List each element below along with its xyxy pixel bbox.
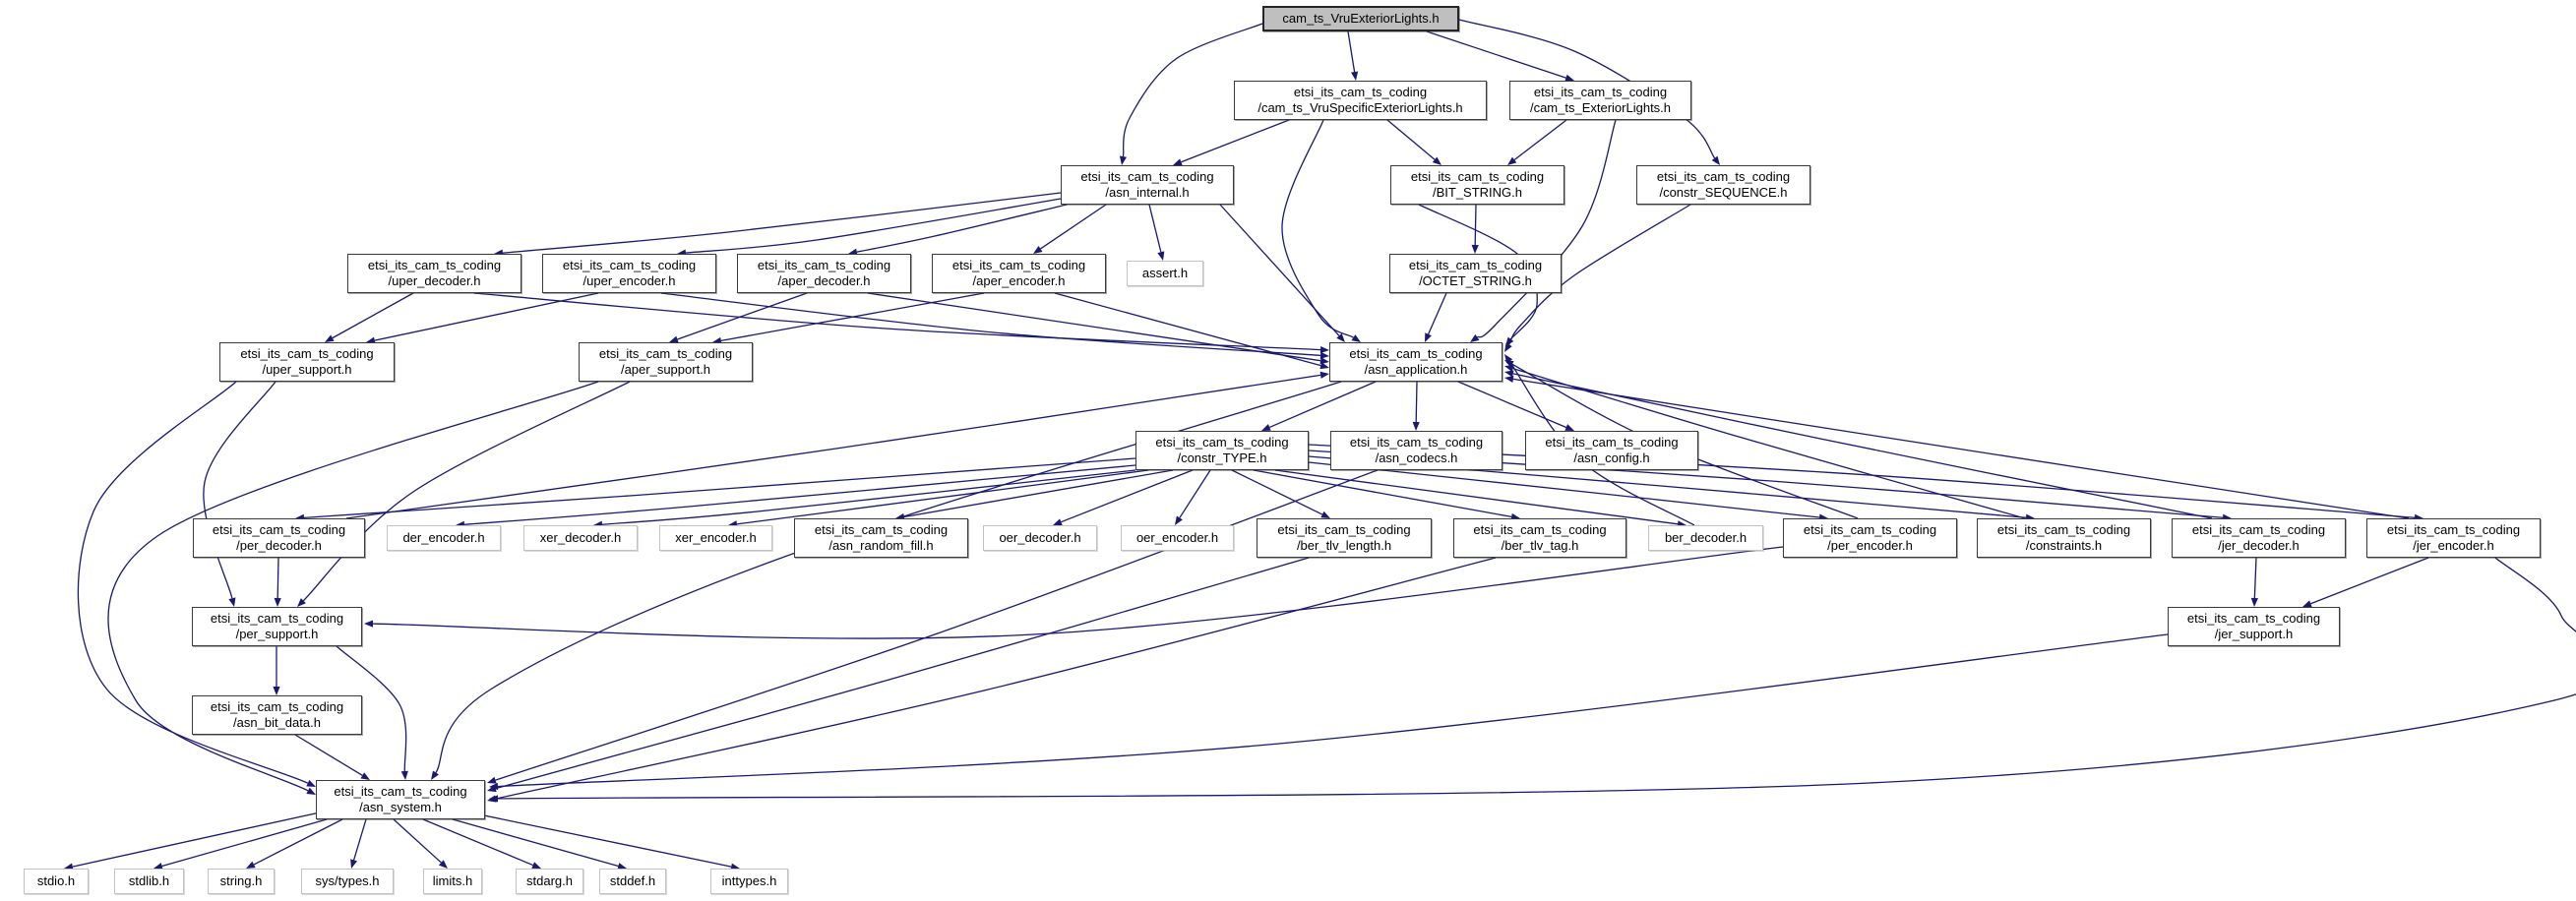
node-label-line: /ber_tlv_length.h	[1296, 538, 1392, 553]
edge-aper_decoder-aper_support	[677, 293, 807, 339]
arrowhead-vru_exterior-vru_specific	[1351, 72, 1358, 81]
node-per_decoder[interactable]	[193, 518, 365, 558]
node-limits_h	[423, 869, 482, 894]
node-constraints_h[interactable]	[1977, 518, 2151, 558]
arrowhead-aper_support-asn_system	[306, 788, 316, 795]
edge-uper_support-per_support	[204, 382, 276, 598]
arrowhead-bit_string-octet_string	[1472, 245, 1479, 254]
arrowhead-asn_application-asn_codecs	[1413, 422, 1420, 431]
node-label-line: assert.h	[1141, 266, 1189, 280]
node-per_support[interactable]	[192, 607, 362, 646]
node-label-line: etsi_its_cam_ts_coding	[1080, 169, 1214, 184]
node-aper_support[interactable]	[579, 342, 753, 382]
arrowhead-aper_decoder-asn_application	[1320, 357, 1329, 364]
node-label-line: /constr_TYPE.h	[1177, 450, 1267, 465]
node-asn_random_fill[interactable]	[794, 518, 968, 558]
node-asn_codecs[interactable]	[1330, 431, 1503, 470]
node-label-line: /jer_decoder.h	[2218, 538, 2300, 553]
node-label-line: etsi_its_cam_ts_coding	[1155, 435, 1289, 450]
node-label-line: /uper_decoder.h	[388, 273, 481, 288]
node-exterior[interactable]	[1509, 81, 1691, 120]
node-label-line: oer_decoder.h	[999, 530, 1081, 545]
node-label-line: etsi_its_cam_ts_coding	[1656, 169, 1791, 184]
node-label-line: stdio.h	[36, 873, 76, 888]
arrowhead-asn_system-stdarg_h	[531, 862, 541, 869]
node-constr_type[interactable]	[1135, 431, 1309, 470]
node-assert_h	[1127, 261, 1203, 286]
edge-asn_codecs-asn_system	[496, 470, 1378, 780]
edge-exterior-asn_application	[1477, 120, 1616, 337]
node-label-line: limits.h	[432, 873, 473, 888]
node-asn_application[interactable]	[1329, 342, 1503, 382]
edge-asn_internal-aper_encoder	[1040, 205, 1106, 249]
node-label-line: /asn_codecs.h	[1375, 450, 1458, 465]
edge-bit_string-octet_string	[1475, 205, 1476, 245]
node-label-line: etsi_its_cam_ts_coding	[1803, 522, 1937, 537]
arrowhead-exterior-bit_string	[1507, 157, 1516, 165]
edge-asn_internal-uper_encoder	[686, 199, 1061, 253]
arrowhead-uper_support-per_support	[228, 597, 235, 607]
arrowhead-uper_support-asn_system	[306, 780, 316, 787]
node-ber_tlv_length[interactable]	[1257, 518, 1432, 558]
edge-jer_decoder-jer_support	[2254, 558, 2256, 598]
arrowhead-ber_tlv_tag-asn_system	[487, 796, 497, 803]
node-uper_support[interactable]	[219, 342, 395, 382]
node-label-line: /asn_config.h	[1573, 450, 1650, 465]
edge-vru_exterior-vru_specific	[1348, 31, 1355, 72]
edge-uper_encoder-uper_support	[375, 293, 598, 340]
arrowhead-vru_specific-asn_application	[1351, 334, 1361, 342]
node-aper_decoder[interactable]	[737, 254, 911, 293]
edge-aper_support-per_support	[303, 382, 630, 601]
node-label-line: der_encoder.h	[402, 530, 485, 545]
node-label-line: /uper_support.h	[262, 362, 352, 377]
node-label-line: /cam_ts_VruSpecificExteriorLights.h	[1257, 100, 1463, 115]
edge-ber_tlv_tag-asn_system	[496, 558, 1496, 799]
node-label-line: /OCTET_STRING.h	[1419, 273, 1532, 288]
node-label-line: xer_encoder.h	[675, 530, 757, 545]
arrowhead-asn_internal-aper_encoder	[1033, 246, 1042, 254]
node-sys_types_h	[301, 869, 394, 894]
edge-asn_system-string_h	[254, 819, 342, 865]
edge-octet_string-asn_application	[1429, 293, 1446, 334]
edge-asn_internal-assert_h	[1149, 205, 1161, 252]
node-label-line: /ber_tlv_tag.h	[1501, 538, 1579, 553]
node-constr_sequence[interactable]	[1636, 165, 1810, 205]
edge-per_decoder-per_support	[277, 558, 278, 598]
edge-exterior-bit_string	[1514, 120, 1566, 160]
arrowhead-constr_type-ber_tlv_length	[1320, 511, 1330, 518]
arrowhead-vru_exterior-asn_internal	[1120, 156, 1127, 165]
arrowhead-per_decoder-per_support	[275, 598, 281, 607]
arrowhead-asn_application-asn_system	[431, 771, 439, 780]
arrowhead-asn_system-sys_types_h	[350, 859, 357, 869]
node-label-line: etsi_its_cam_ts_coding	[1533, 85, 1668, 99]
node-label-line: stddef.h	[609, 873, 656, 888]
node-label-line: /aper_support.h	[620, 362, 711, 377]
arrowhead-uper_decoder-uper_support	[325, 334, 335, 342]
edge-vru_specific-asn_internal	[1181, 120, 1289, 162]
node-label-line: /per_decoder.h	[236, 538, 322, 553]
edge-vru_specific-bit_string	[1387, 120, 1435, 159]
edge-constr_type-ber_tlv_tag	[1254, 470, 1511, 516]
node-label-line: stdlib.h	[128, 873, 170, 888]
edge-asn_application-asn_codecs	[1416, 382, 1417, 422]
edge-asn_system-stdio_h	[73, 812, 320, 867]
edge-asn_system-limits_h	[394, 819, 441, 863]
node-label-line: /BIT_STRING.h	[1432, 185, 1523, 200]
node-label-line: etsi_its_cam_ts_coding	[210, 699, 344, 714]
arrowhead-asn_system-string_h	[246, 862, 256, 869]
node-jer_support[interactable]	[2168, 607, 2340, 646]
node-label-line: etsi_its_cam_ts_coding	[1293, 85, 1428, 99]
node-label-line: /asn_random_fill.h	[828, 538, 934, 553]
edge-vru_specific-asn_application	[1282, 120, 1353, 337]
node-bit_string[interactable]	[1390, 165, 1564, 205]
arrowhead-octet_string-asn_application	[1425, 332, 1432, 342]
edge-asn_system-stdlib_h	[162, 819, 327, 867]
node-uper_encoder[interactable]	[542, 254, 716, 293]
node-label-line: /asn_application.h	[1364, 362, 1468, 377]
node-oer_decoder	[983, 525, 1097, 551]
node-label-line: /cam_ts_ExteriorLights.h	[1529, 100, 1672, 115]
node-ber_decoder	[1648, 525, 1763, 551]
arrowhead-per_support-asn_bit_data	[273, 687, 279, 695]
arrowhead-asn_internal-assert_h	[1157, 251, 1164, 261]
node-per_encoder[interactable]	[1783, 518, 1957, 558]
arrowhead-asn_application-asn_config	[1564, 424, 1574, 431]
node-label-line: etsi_its_cam_ts_coding	[2191, 522, 2326, 537]
node-stdio_h	[24, 869, 89, 894]
node-label-line: /per_support.h	[235, 627, 319, 641]
node-label-line: string.h	[219, 873, 263, 888]
arrowhead-per_support-asn_system	[401, 771, 408, 780]
node-asn_config[interactable]	[1525, 431, 1698, 470]
node-label-line: ber_decoder.h	[1664, 530, 1748, 545]
arrowhead-jer_encoder-asn_application	[1504, 376, 1513, 383]
node-label-line: oer_encoder.h	[1135, 530, 1219, 545]
node-label-line: /constr_SEQUENCE.h	[1659, 185, 1788, 200]
node-label-line: /jer_support.h	[2214, 627, 2294, 641]
edge-ber_tlv_length-asn_system	[496, 558, 1309, 789]
node-label-line: etsi_its_cam_ts_coding	[562, 258, 697, 272]
node-label-line: cam_ts_VruExteriorLights.h	[1282, 11, 1440, 26]
node-label-line: /constraints.h	[2025, 538, 2103, 553]
node-label-line: sys/types.h	[315, 873, 380, 888]
node-label-line: etsi_its_cam_ts_coding	[2386, 522, 2521, 537]
node-vru_exterior	[1262, 6, 1459, 31]
node-asn_bit_data[interactable]	[192, 695, 362, 735]
node-asn_internal[interactable]	[1061, 165, 1234, 205]
edge-uper_decoder-uper_support	[333, 293, 413, 338]
node-string_h	[208, 869, 275, 894]
node-uper_decoder[interactable]	[347, 254, 521, 293]
node-xer_decoder	[523, 525, 638, 551]
node-label-line: etsi_its_cam_ts_coding	[240, 346, 374, 361]
node-label-line: etsi_its_cam_ts_coding	[1410, 169, 1545, 184]
node-label-line: /asn_bit_data.h	[233, 715, 321, 730]
arrowhead-constr_sequence-asn_application	[1504, 342, 1512, 352]
arrowhead-per_decoder-asn_application	[1320, 372, 1329, 379]
arrowhead-exterior-asn_application	[1470, 334, 1479, 342]
node-label-line: inttypes.h	[721, 873, 777, 888]
node-label-line: etsi_its_cam_ts_coding	[2186, 611, 2321, 626]
arrowhead-constr_type-oer_encoder	[1175, 515, 1183, 525]
edge-aper_encoder-asn_application	[1055, 293, 1320, 366]
node-label-line: etsi_its_cam_ts_coding	[814, 522, 949, 537]
node-xer_encoder	[659, 525, 772, 551]
node-vru_specific[interactable]	[1234, 81, 1487, 120]
node-label-line: etsi_its_cam_ts_coding	[598, 346, 733, 361]
node-label-line: /per_encoder.h	[1827, 538, 1913, 553]
node-stdarg_h	[516, 869, 583, 894]
edge-jer_encoder-jer_support	[2310, 558, 2428, 604]
node-stddef_h	[599, 869, 666, 894]
node-label-line: /jer_encoder.h	[2413, 538, 2494, 553]
node-octet_string[interactable]	[1389, 254, 1562, 293]
node-label-line: etsi_its_cam_ts_coding	[212, 522, 346, 537]
node-label-line: etsi_its_cam_ts_coding	[1349, 435, 1484, 450]
arrowhead-per_encoder-per_support	[364, 621, 373, 628]
node-ber_tlv_tag[interactable]	[1453, 518, 1626, 558]
node-label-line: /asn_system.h	[359, 800, 442, 814]
node-inttypes_h	[710, 869, 788, 894]
node-jer_decoder[interactable]	[2172, 518, 2346, 558]
edge-asn_application-constr_type	[1269, 382, 1376, 427]
node-label-line: etsi_its_cam_ts_coding	[757, 258, 891, 272]
node-label-line: etsi_its_cam_ts_coding	[1473, 522, 1607, 537]
node-label-line: /aper_decoder.h	[777, 273, 871, 288]
node-label-line: xer_decoder.h	[539, 530, 622, 545]
node-label-line: stdarg.h	[526, 873, 573, 888]
node-label-line: etsi_its_cam_ts_coding	[1349, 346, 1483, 361]
node-asn_system[interactable]	[316, 780, 485, 819]
edge-asn_application-asn_config	[1458, 382, 1566, 427]
edge-asn_internal-asn_application	[1220, 205, 1339, 335]
edge-asn_bit_data-asn_system	[295, 735, 362, 775]
arrowhead-asn_application-constr_type	[1261, 424, 1271, 431]
node-label-line: /aper_encoder.h	[972, 273, 1066, 288]
edge-asn_system-sys_types_h	[354, 819, 366, 860]
arrowhead-vru_exterior-constr_sequence	[1712, 156, 1720, 165]
node-der_encoder	[387, 525, 501, 551]
node-label-line: etsi_its_cam_ts_coding	[1996, 522, 2131, 537]
node-label-line: etsi_its_cam_ts_coding	[210, 611, 344, 626]
arrowhead-asn_codecs-asn_system	[487, 777, 497, 784]
edge-vru_exterior-exterior	[1427, 31, 1565, 78]
node-aper_encoder[interactable]	[932, 254, 1106, 293]
node-oer_encoder	[1121, 525, 1234, 551]
node-jer_encoder[interactable]	[2366, 518, 2541, 558]
node-label-line: etsi_its_cam_ts_coding	[1408, 258, 1543, 272]
node-label-line: etsi_its_cam_ts_coding	[951, 258, 1086, 272]
node-label-line: /uper_encoder.h	[583, 273, 676, 288]
node-label-line: etsi_its_cam_ts_coding	[334, 784, 467, 799]
node-label-line: etsi_its_cam_ts_coding	[1277, 522, 1411, 537]
edge-jer_encoder-asn_system	[498, 558, 2576, 799]
arrowhead-jer_decoder-jer_support	[2251, 598, 2258, 607]
arrowhead-uper_decoder-asn_application	[1320, 346, 1329, 353]
node-stdlib_h	[114, 869, 184, 894]
node-label-line: etsi_its_cam_ts_coding	[1545, 435, 1679, 450]
edge-jer_support-asn_system	[498, 634, 2168, 787]
node-label-line: /asn_internal.h	[1105, 185, 1190, 200]
edge-constr_type-ber_decoder	[1275, 470, 1678, 524]
arrowhead-asn_bit_data-asn_system	[360, 772, 370, 780]
node-label-line: etsi_its_cam_ts_coding	[367, 258, 502, 272]
edge-constr_type-oer_encoder	[1180, 470, 1210, 517]
